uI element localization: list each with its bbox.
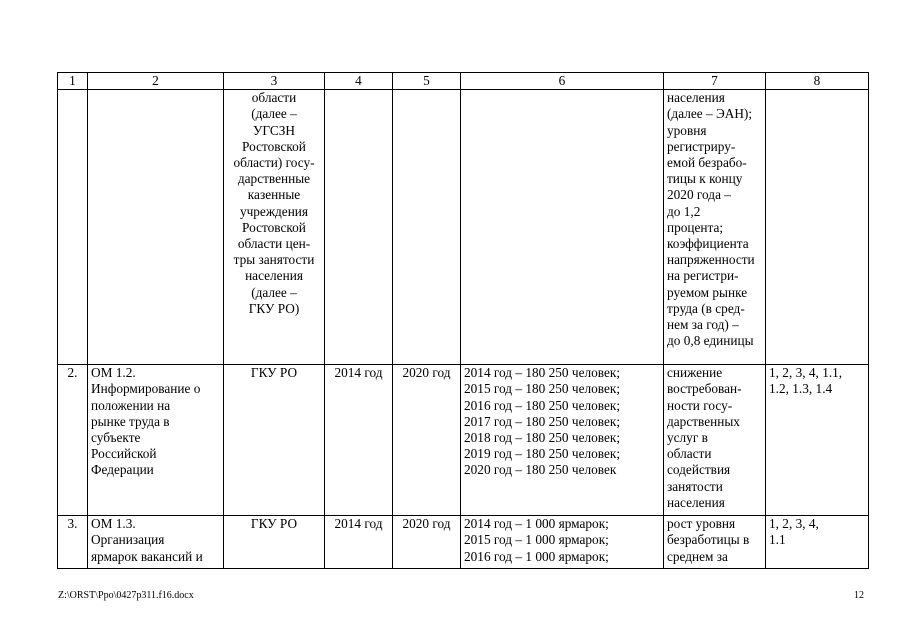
cell-line: 1, 2, 3, 4, bbox=[769, 516, 819, 532]
cell-start bbox=[325, 90, 393, 365]
cell-line: 2019 год – 180 250 человек; bbox=[464, 446, 621, 462]
cell-indicators bbox=[766, 365, 869, 516]
cell-line: ОМ 1.3. bbox=[91, 516, 136, 532]
cell-line: Федерации bbox=[91, 462, 154, 478]
cell-line: Ростовской bbox=[242, 219, 306, 235]
cell-consequences bbox=[664, 90, 766, 365]
footer-file-path: Z:\ORST\Ppo\0427p311.f16.docx bbox=[58, 590, 194, 601]
cell-line: 1.2, 1.3, 1.4 bbox=[769, 381, 833, 397]
cell-number: 2. bbox=[58, 365, 88, 516]
cell-line: УГСЗН bbox=[252, 122, 296, 138]
cell-line: ярмарок вакансий и bbox=[91, 548, 203, 564]
cell-result bbox=[461, 90, 664, 365]
cell-line: процента; bbox=[667, 219, 724, 235]
cell-line: содействия bbox=[667, 462, 731, 478]
cell-line: ОМ 1.2. bbox=[91, 365, 136, 381]
column-header: 1 bbox=[58, 73, 88, 90]
cell-line: Ростовской bbox=[242, 138, 306, 154]
cell-start: 2014 год bbox=[325, 516, 393, 569]
cell-executor bbox=[224, 365, 325, 516]
cell-line: ГКУ РО bbox=[250, 516, 298, 532]
cell-line: 2014 год – 180 250 человек; bbox=[464, 365, 621, 381]
cell-line: области) госу- bbox=[233, 155, 315, 171]
cell-line: учреждения bbox=[239, 203, 309, 219]
cell-line: области цен- bbox=[237, 236, 311, 252]
cell-line: коэффициента bbox=[667, 236, 749, 252]
cell-result bbox=[461, 516, 664, 569]
column-header: 5 bbox=[393, 73, 461, 90]
column-header: 3 bbox=[224, 73, 325, 90]
cell-line: области bbox=[667, 446, 712, 462]
cell-line: 2016 год – 180 250 человек; bbox=[464, 397, 621, 413]
table-row-continued bbox=[58, 90, 869, 365]
cell-line: (далее – ЭАН); bbox=[667, 106, 753, 122]
cell-line: уровня bbox=[667, 122, 707, 138]
cell-line: востребован- bbox=[667, 381, 742, 397]
header-row bbox=[58, 73, 869, 90]
cell-line: регистриру- bbox=[667, 138, 736, 154]
cell-line: рост уровня bbox=[667, 516, 736, 532]
cell-line: 2020 года – bbox=[667, 187, 731, 203]
cell-start: 2014 год bbox=[325, 365, 393, 516]
cell-line: 1.1 bbox=[769, 532, 786, 548]
cell-end: 2020 год bbox=[393, 365, 461, 516]
cell-line: ГКУ РО bbox=[250, 365, 298, 381]
cell-measure bbox=[88, 90, 224, 365]
table-row bbox=[58, 365, 869, 516]
cell-indicators bbox=[766, 90, 869, 365]
cell-line: снижение bbox=[667, 365, 723, 381]
cell-line: тры занятости bbox=[233, 252, 315, 268]
cell-end bbox=[393, 90, 461, 365]
cell-measure bbox=[88, 516, 224, 569]
cell-line: 2014 год – 1 000 ярмарок; bbox=[464, 516, 609, 532]
cell-result bbox=[461, 365, 664, 516]
program-table bbox=[57, 72, 869, 569]
cell-line: емой безрабо- bbox=[667, 155, 747, 171]
cell-line: труда (в сред- bbox=[667, 300, 745, 316]
cell-line: нем за год) – bbox=[667, 317, 739, 333]
table-row bbox=[58, 516, 869, 569]
cell-line: 2016 год – 1 000 ярмарок; bbox=[464, 548, 609, 564]
cell-line: Информирование о bbox=[91, 381, 201, 397]
cell-line: ности госу- bbox=[667, 397, 733, 413]
cell-line: субъекте bbox=[91, 430, 141, 446]
cell-number: 3. bbox=[58, 516, 88, 569]
cell-line: до 0,8 единицы bbox=[667, 333, 754, 349]
cell-line: области bbox=[251, 90, 297, 106]
cell-line: Российской bbox=[91, 446, 157, 462]
cell-line: Организация bbox=[91, 532, 165, 548]
cell-line: ГКУ РО) bbox=[248, 300, 300, 316]
column-header: 8 bbox=[766, 73, 869, 90]
cell-line: занятости bbox=[667, 478, 723, 494]
column-header: 6 bbox=[461, 73, 664, 90]
cell-line: дарственные bbox=[237, 171, 311, 187]
cell-number bbox=[58, 90, 88, 365]
cell-line: до 1,2 bbox=[667, 203, 701, 219]
cell-end: 2020 год bbox=[393, 516, 461, 569]
cell-line: среднем за bbox=[667, 548, 728, 564]
cell-line: 2018 год – 180 250 человек; bbox=[464, 430, 621, 446]
cell-line: населения bbox=[667, 90, 725, 106]
cell-line: безработицы в bbox=[667, 532, 750, 548]
cell-line: рынке труда в bbox=[91, 413, 170, 429]
column-header: 4 bbox=[325, 73, 393, 90]
cell-line: 2015 год – 1 000 ярмарок; bbox=[464, 532, 609, 548]
column-header: 7 bbox=[664, 73, 766, 90]
cell-line: 2015 год – 180 250 человек; bbox=[464, 381, 621, 397]
cell-line: 2020 год – 180 250 человек bbox=[464, 462, 617, 478]
cell-line: дарственных bbox=[667, 413, 740, 429]
cell-line: руемом рынке bbox=[667, 284, 748, 300]
cell-line: напряженности bbox=[667, 252, 755, 268]
cell-line: населения bbox=[245, 268, 303, 284]
cell-executor bbox=[224, 90, 325, 365]
cell-line: услуг в bbox=[667, 430, 708, 446]
cell-consequences bbox=[664, 365, 766, 516]
cell-line: на регистри- bbox=[667, 268, 739, 284]
cell-line: 2017 год – 180 250 человек; bbox=[464, 413, 621, 429]
page-number: 12 bbox=[854, 590, 864, 601]
cell-measure bbox=[88, 365, 224, 516]
cell-executor bbox=[224, 516, 325, 569]
cell-line: (далее – bbox=[251, 106, 297, 122]
cell-line: тицы к концу bbox=[667, 171, 743, 187]
cell-line: положении на bbox=[91, 397, 171, 413]
cell-indicators bbox=[766, 516, 869, 569]
cell-consequences bbox=[664, 516, 766, 569]
cell-line: населения bbox=[667, 494, 725, 510]
column-header: 2 bbox=[88, 73, 224, 90]
cell-line: (далее – bbox=[251, 284, 297, 300]
cell-line: казенные bbox=[247, 187, 301, 203]
cell-line: 1, 2, 3, 4, 1.1, bbox=[769, 365, 843, 381]
